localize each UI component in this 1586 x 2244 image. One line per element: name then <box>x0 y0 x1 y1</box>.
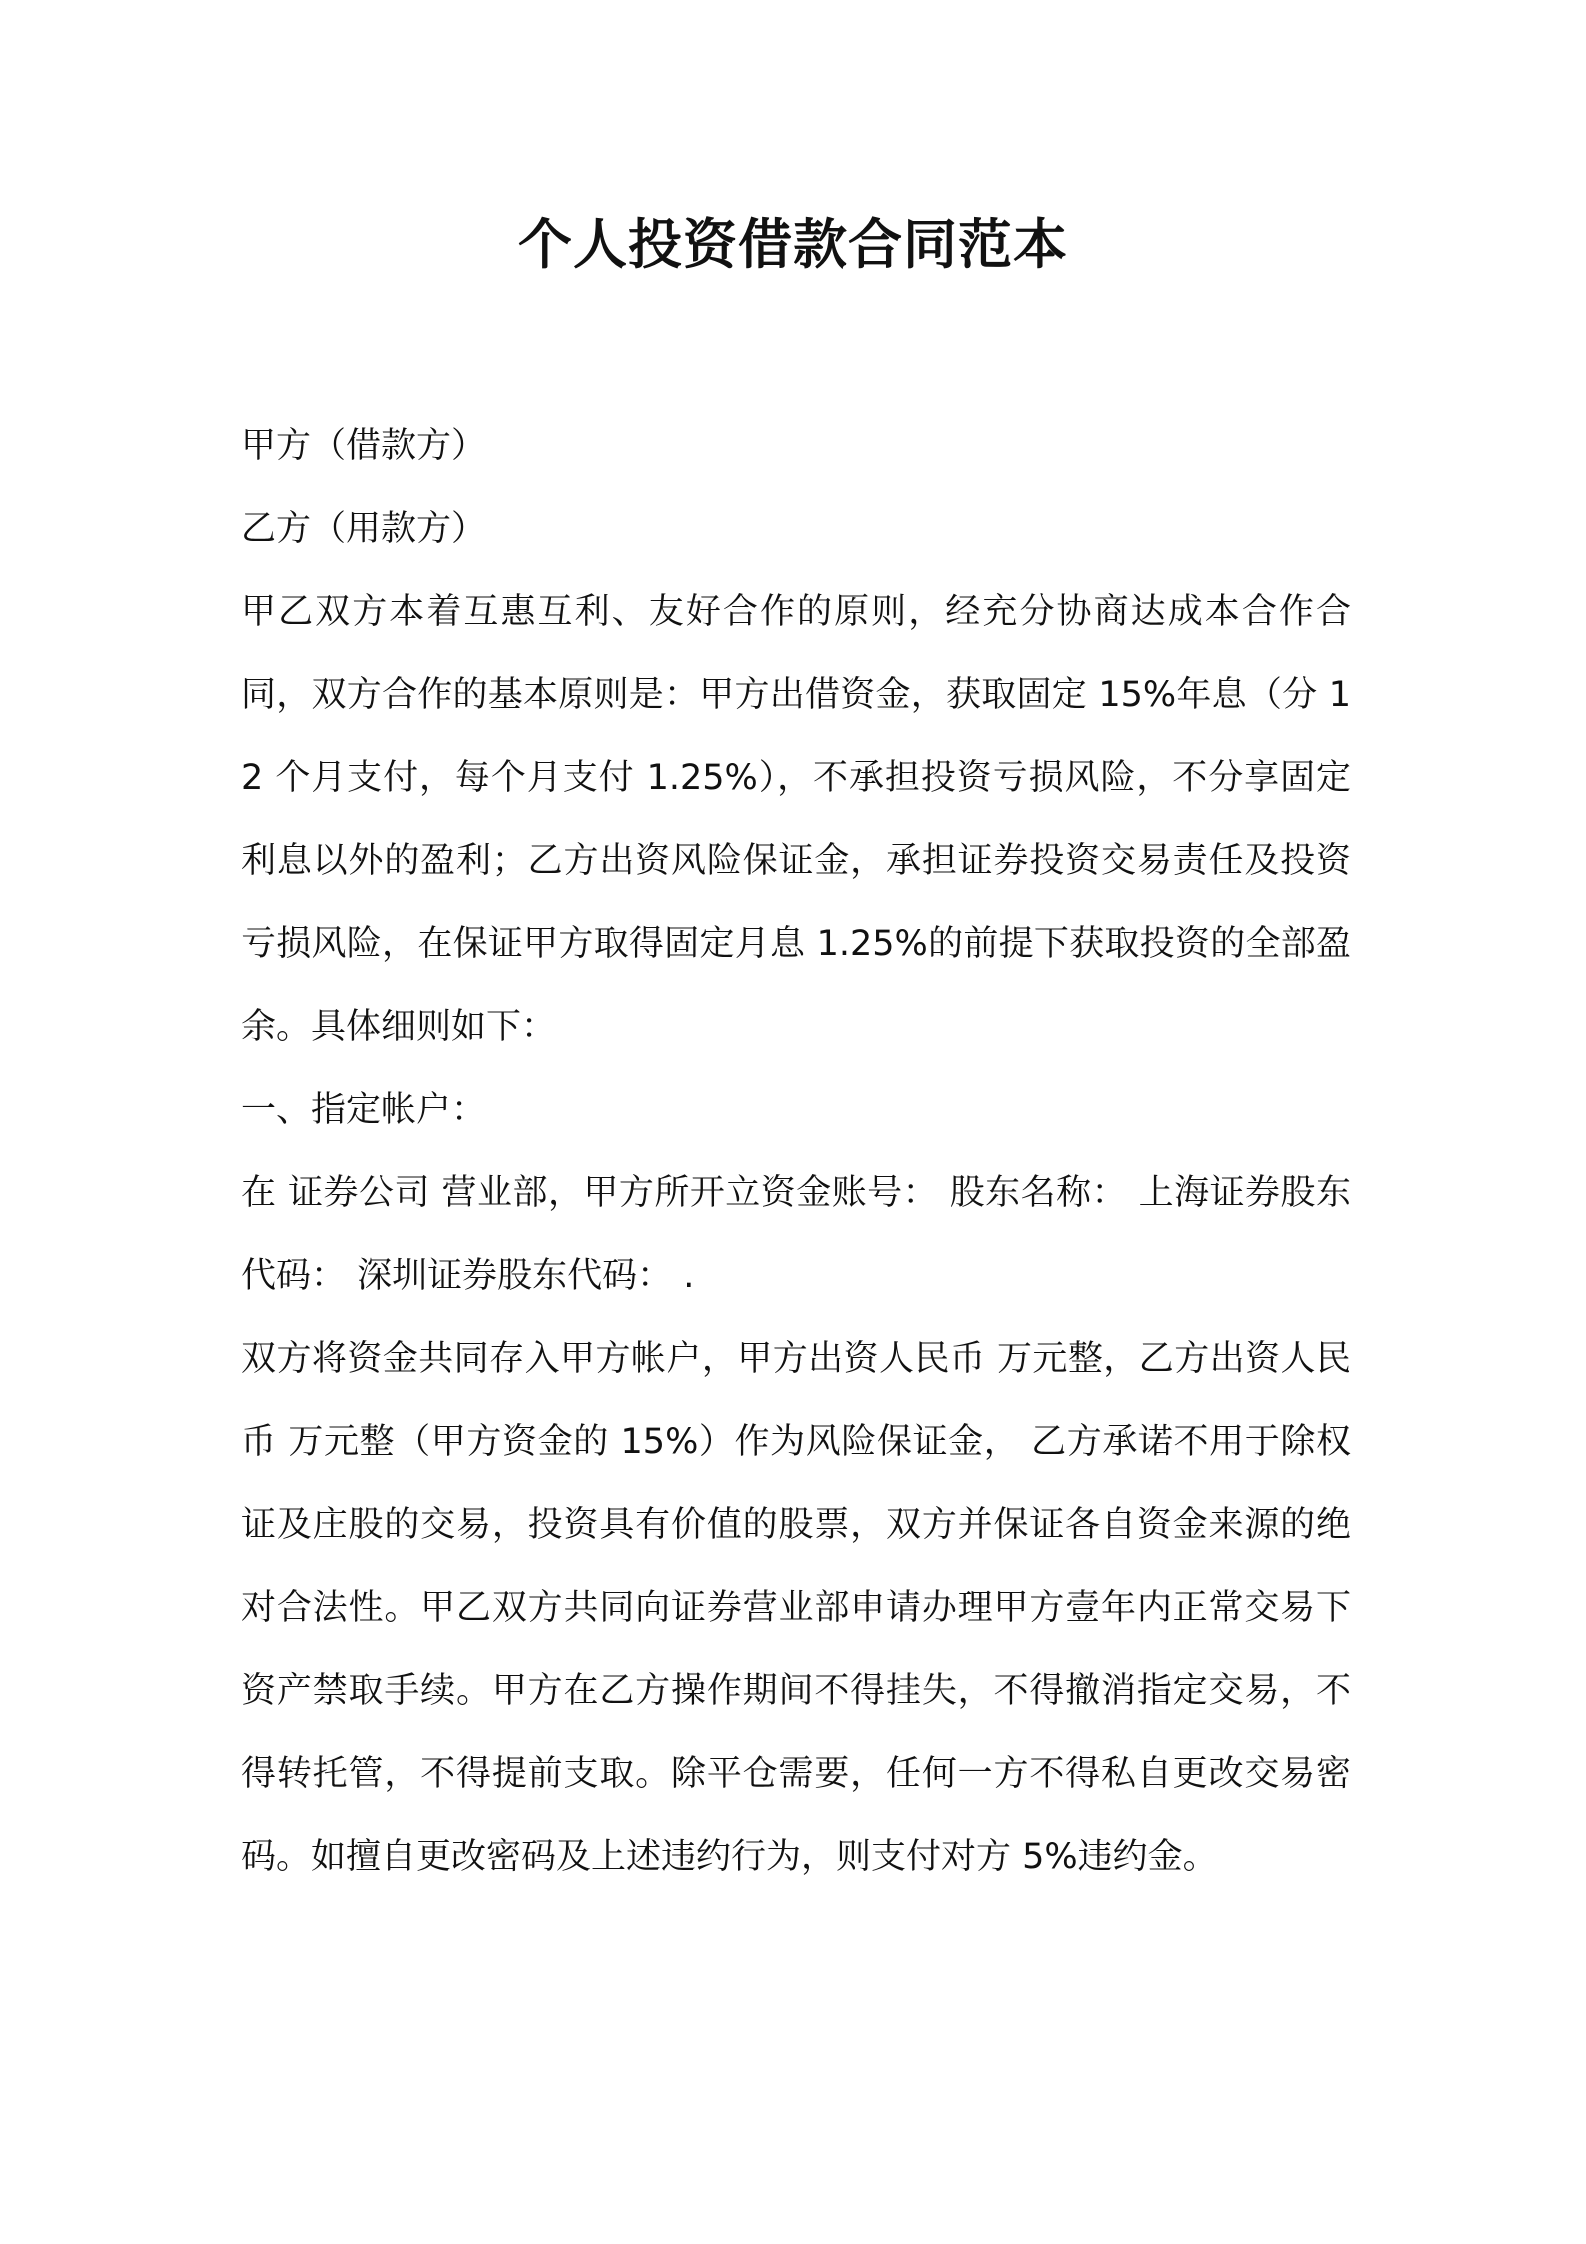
party-b-line: 乙方（用款方） <box>241 509 487 549</box>
section-heading-designated-account: 一、指定帐户： <box>241 1090 487 1130</box>
document-body <box>241 405 1351 1899</box>
party-a-line: 甲方（借款方） <box>241 426 487 466</box>
account-details-paragraph: 在 证券公司 营业部，甲方所开立资金账号： 股东名称： 上海证券股东代码： 深圳证券股东代码： . <box>241 1173 1351 1296</box>
intro-paragraph: 甲乙双方本着互惠互利、友好合作的原则，经充分协商达成本合作合同，双方合作的基本原则是：甲方出借资金，获取固定 15%年息（分 12 个月支付，每个月支付 1.25%），不承担投资亏损风险，不分享固定利息以外的盈利；乙方出资风险保证金，承担证券投资交易责任及投资亏损风险，在保证甲方取得固定月息 1.25%的前提下获取投资的全部盈余。具体细则如下： <box>241 592 1351 1047</box>
funds-terms-paragraph: 双方将资金共同存入甲方帐户，甲方出资人民币 万元整，乙方出资人民币 万元整（甲方资金的 15%）作为风险保证金， 乙方承诺不用于除权证及庄股的交易，投资具有价值的股票，双方并保证各自资金来源的绝对合法性。甲乙双方共同向证券营业部申请办理甲方壹年内正常交易下资产禁取手续。甲方在乙方操作期间不得挂失，不得撤消指定交易，不得转托管，不得提前支取。除平仓需要，任何一方不得私自更改交易密码。如擅自更改密码及上述违约行为，则支付对方 5%违约金。 <box>241 1339 1351 1877</box>
document-title: 个人投资借款合同范本 <box>518 213 1068 276</box>
